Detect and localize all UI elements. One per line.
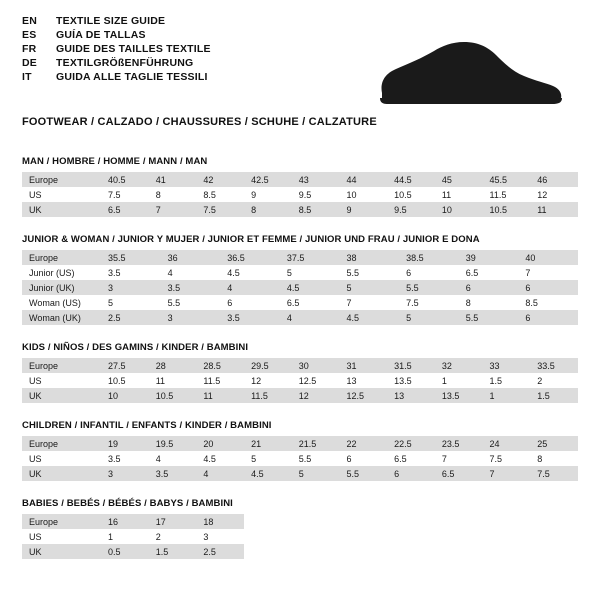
size-cell: 7 <box>435 451 483 466</box>
size-cell-empty <box>292 529 340 544</box>
size-cell: 4 <box>196 466 244 481</box>
size-cell: 4.5 <box>220 265 280 280</box>
size-cell: 5.5 <box>459 310 519 325</box>
size-table-body <box>22 172 578 217</box>
size-cell: 31 <box>339 358 387 373</box>
size-cell: 17 <box>149 514 197 529</box>
row-label: Europe <box>22 514 101 529</box>
language-title: TEXTILE SIZE GUIDE <box>56 15 166 27</box>
size-cell: 24 <box>483 436 531 451</box>
size-cell: 3.5 <box>101 451 149 466</box>
size-cell: 10.5 <box>483 202 531 217</box>
size-cell: 10 <box>435 202 483 217</box>
language-row <box>22 58 211 72</box>
size-cell: 10 <box>101 388 149 403</box>
size-cell: 8.5 <box>292 202 340 217</box>
size-cell-empty <box>244 544 292 559</box>
size-cell: 16 <box>101 514 149 529</box>
size-cell: 6 <box>399 265 459 280</box>
size-cell: 4 <box>149 451 197 466</box>
size-cell: 9.5 <box>292 187 340 202</box>
group-kids <box>22 342 578 403</box>
size-cell: 1 <box>435 373 483 388</box>
language-title: GUIDE DES TAILLES TEXTILE <box>56 43 211 55</box>
size-cell: 11 <box>149 373 197 388</box>
size-cell: 2.5 <box>196 544 244 559</box>
size-cell: 6 <box>387 466 435 481</box>
size-cell: 8 <box>149 187 197 202</box>
size-cell: 29.5 <box>244 358 292 373</box>
row-label: Europe <box>22 358 101 373</box>
size-cell: 12 <box>292 388 340 403</box>
size-cell: 10.5 <box>101 373 149 388</box>
size-cell: 7 <box>483 466 531 481</box>
size-cell: 11.5 <box>196 373 244 388</box>
size-cell: 3 <box>101 466 149 481</box>
size-cell: 5.5 <box>292 451 340 466</box>
size-cell: 8 <box>244 202 292 217</box>
row-label: US <box>22 529 101 544</box>
size-cell-empty <box>244 514 292 529</box>
size-cell: 11 <box>530 202 578 217</box>
size-cell: 13 <box>387 388 435 403</box>
dress-shoe-icon <box>368 38 568 108</box>
language-row <box>22 16 211 30</box>
size-cell: 37.5 <box>280 250 340 265</box>
language-row <box>22 72 211 86</box>
table-row <box>22 436 578 451</box>
size-cell-empty <box>483 529 531 544</box>
size-cell: 5 <box>280 265 340 280</box>
size-cell: 3.5 <box>161 280 221 295</box>
size-cell-empty <box>435 529 483 544</box>
size-cell: 36 <box>161 250 221 265</box>
size-cell: 9 <box>244 187 292 202</box>
language-row <box>22 44 211 58</box>
size-cell: 6 <box>220 295 280 310</box>
size-cell: 7 <box>518 265 578 280</box>
size-cell: 5.5 <box>340 265 400 280</box>
size-cell: 8 <box>530 451 578 466</box>
size-table-body <box>22 514 578 559</box>
size-cell: 9.5 <box>387 202 435 217</box>
size-cell: 30 <box>292 358 340 373</box>
size-cell: 12.5 <box>339 388 387 403</box>
row-label: Woman (US) <box>22 295 101 310</box>
size-cell: 18 <box>196 514 244 529</box>
group-title: CHILDREN / INFANTIL / ENFANTS / KINDER / BAMBINI <box>22 420 272 431</box>
size-cell: 6.5 <box>387 451 435 466</box>
size-cell: 6 <box>518 280 578 295</box>
size-cell: 7.5 <box>196 202 244 217</box>
language-row <box>22 30 211 44</box>
group-title: BABIES / BEBÉS / BÉBÉS / BABYS / BAMBINI <box>22 498 233 509</box>
row-label: UK <box>22 202 101 217</box>
size-cell: 0.5 <box>101 544 149 559</box>
size-cell-empty <box>530 514 578 529</box>
row-label: UK <box>22 544 101 559</box>
size-cell: 32 <box>435 358 483 373</box>
size-cell: 4 <box>280 310 340 325</box>
size-cell: 45.5 <box>483 172 531 187</box>
language-code: FR <box>22 43 37 55</box>
size-cell: 28 <box>149 358 197 373</box>
table-row <box>22 172 578 187</box>
size-cell: 3 <box>101 280 161 295</box>
size-cell: 3 <box>161 310 221 325</box>
size-cell-empty <box>435 514 483 529</box>
size-cell-empty <box>339 544 387 559</box>
size-cell: 8.5 <box>196 187 244 202</box>
size-cell: 38 <box>340 250 400 265</box>
size-cell: 10.5 <box>387 187 435 202</box>
size-cell: 6 <box>459 280 519 295</box>
document-header <box>22 16 578 102</box>
size-cell: 43 <box>292 172 340 187</box>
size-cell: 8 <box>459 295 519 310</box>
row-label: Junior (UK) <box>22 280 101 295</box>
table-row <box>22 250 578 265</box>
language-code: IT <box>22 71 32 83</box>
size-cell: 27.5 <box>101 358 149 373</box>
size-cell: 3.5 <box>220 310 280 325</box>
size-cell: 19.5 <box>149 436 197 451</box>
size-cell-empty <box>530 544 578 559</box>
size-cell: 28.5 <box>196 358 244 373</box>
row-label: US <box>22 187 101 202</box>
size-cell: 5 <box>292 466 340 481</box>
size-cell: 39 <box>459 250 519 265</box>
size-cell: 1.5 <box>483 373 531 388</box>
size-cell-empty <box>435 544 483 559</box>
size-cell: 4.5 <box>196 451 244 466</box>
size-cell: 33 <box>483 358 531 373</box>
size-cell: 2 <box>530 373 578 388</box>
size-cell: 36.5 <box>220 250 280 265</box>
size-cell: 44 <box>339 172 387 187</box>
size-cell-empty <box>530 529 578 544</box>
category-heading: FOOTWEAR / CALZADO / CHAUSSURES / SCHUHE / CALZATURE <box>22 116 377 128</box>
language-title-list-body <box>22 16 211 86</box>
language-code: EN <box>22 15 37 27</box>
size-cell: 4.5 <box>280 280 340 295</box>
size-cell-empty <box>483 514 531 529</box>
size-cell: 45 <box>435 172 483 187</box>
size-table-children <box>22 436 578 481</box>
size-table-body <box>22 436 578 481</box>
language-code: DE <box>22 57 37 69</box>
size-cell: 42 <box>196 172 244 187</box>
table-row <box>22 451 578 466</box>
size-cell: 40 <box>518 250 578 265</box>
size-cell: 1.5 <box>530 388 578 403</box>
size-cell: 3 <box>196 529 244 544</box>
size-cell: 4 <box>220 280 280 295</box>
size-cell: 31.5 <box>387 358 435 373</box>
table-row <box>22 466 578 481</box>
size-cell: 11 <box>435 187 483 202</box>
size-cell: 23.5 <box>435 436 483 451</box>
size-cell: 5.5 <box>161 295 221 310</box>
size-cell: 44.5 <box>387 172 435 187</box>
size-cell-empty <box>292 514 340 529</box>
size-cell: 10.5 <box>149 388 197 403</box>
size-cell: 6.5 <box>101 202 149 217</box>
size-cell: 5 <box>101 295 161 310</box>
size-cell: 13 <box>339 373 387 388</box>
size-cell-empty <box>387 514 435 529</box>
size-cell: 10 <box>339 187 387 202</box>
language-title: GUÍA DE TALLAS <box>56 29 146 41</box>
size-cell: 7 <box>340 295 400 310</box>
size-cell: 1 <box>483 388 531 403</box>
size-cell: 7.5 <box>399 295 459 310</box>
table-row <box>22 514 578 529</box>
size-cell: 3.5 <box>149 466 197 481</box>
size-cell: 2.5 <box>101 310 161 325</box>
size-cell: 8.5 <box>518 295 578 310</box>
size-table-man <box>22 172 578 217</box>
size-cell: 9 <box>339 202 387 217</box>
size-cell: 7.5 <box>101 187 149 202</box>
size-cell: 35.5 <box>101 250 161 265</box>
language-title: GUIDA ALLE TAGLIE TESSILI <box>56 71 208 83</box>
table-row <box>22 529 578 544</box>
row-label: US <box>22 373 101 388</box>
size-cell: 11.5 <box>483 187 531 202</box>
table-row <box>22 280 578 295</box>
size-cell: 11 <box>196 388 244 403</box>
size-cell: 5.5 <box>339 466 387 481</box>
size-cell: 4.5 <box>340 310 400 325</box>
language-title-list <box>22 16 211 86</box>
size-table-babies <box>22 514 578 559</box>
size-cell: 40.5 <box>101 172 149 187</box>
table-row <box>22 187 578 202</box>
group-children <box>22 420 578 481</box>
row-label: UK <box>22 466 101 481</box>
size-cell: 1.5 <box>149 544 197 559</box>
size-cell: 13.5 <box>387 373 435 388</box>
table-row <box>22 310 578 325</box>
size-cell: 46 <box>530 172 578 187</box>
size-cell: 19 <box>101 436 149 451</box>
row-label: Europe <box>22 436 101 451</box>
size-cell: 3.5 <box>101 265 161 280</box>
size-cell: 21.5 <box>292 436 340 451</box>
size-cell-empty <box>387 529 435 544</box>
size-cell: 7.5 <box>530 466 578 481</box>
size-cell: 6.5 <box>435 466 483 481</box>
size-cell: 5 <box>399 310 459 325</box>
table-row <box>22 373 578 388</box>
size-cell-empty <box>339 514 387 529</box>
size-cell: 4 <box>161 265 221 280</box>
table-row <box>22 295 578 310</box>
size-cell: 2 <box>149 529 197 544</box>
group-junior-woman <box>22 234 578 325</box>
size-cell: 7 <box>149 202 197 217</box>
size-table-body <box>22 358 578 403</box>
size-cell: 12 <box>530 187 578 202</box>
row-label: Europe <box>22 172 101 187</box>
row-label: US <box>22 451 101 466</box>
size-cell-empty <box>483 544 531 559</box>
size-cell: 4.5 <box>244 466 292 481</box>
table-row <box>22 358 578 373</box>
table-row <box>22 544 578 559</box>
size-cell: 6 <box>518 310 578 325</box>
size-cell-empty <box>244 529 292 544</box>
size-cell: 1 <box>101 529 149 544</box>
size-cell: 5 <box>244 451 292 466</box>
size-cell: 13.5 <box>435 388 483 403</box>
row-label: Junior (US) <box>22 265 101 280</box>
size-cell: 6.5 <box>459 265 519 280</box>
table-row <box>22 388 578 403</box>
table-row <box>22 265 578 280</box>
group-babies <box>22 498 578 559</box>
size-cell-empty <box>339 529 387 544</box>
size-cell: 20 <box>196 436 244 451</box>
size-cell: 5 <box>340 280 400 295</box>
group-title: MAN / HOMBRE / HOMME / MANN / MAN <box>22 156 208 167</box>
size-cell: 6 <box>339 451 387 466</box>
language-title: TEXTILGRÖßENFÜHRUNG <box>56 57 194 69</box>
size-table-junior-woman <box>22 250 578 325</box>
size-cell-empty <box>387 544 435 559</box>
group-title: KIDS / NIÑOS / DES GAMINS / KINDER / BAMBINI <box>22 342 249 353</box>
size-cell: 22 <box>339 436 387 451</box>
table-row <box>22 202 578 217</box>
size-cell: 42.5 <box>244 172 292 187</box>
size-table-body <box>22 250 578 325</box>
size-cell-empty <box>292 544 340 559</box>
size-cell: 38.5 <box>399 250 459 265</box>
size-cell: 5.5 <box>399 280 459 295</box>
size-cell: 21 <box>244 436 292 451</box>
size-cell: 41 <box>149 172 197 187</box>
size-cell: 12 <box>244 373 292 388</box>
size-cell: 12.5 <box>292 373 340 388</box>
size-cell: 22.5 <box>387 436 435 451</box>
size-cell: 25 <box>530 436 578 451</box>
row-label: Woman (UK) <box>22 310 101 325</box>
row-label: UK <box>22 388 101 403</box>
size-cell: 6.5 <box>280 295 340 310</box>
size-table-kids <box>22 358 578 403</box>
language-code: ES <box>22 29 37 41</box>
size-cell: 33.5 <box>530 358 578 373</box>
size-cell: 11.5 <box>244 388 292 403</box>
size-cell: 7.5 <box>483 451 531 466</box>
row-label: Europe <box>22 250 101 265</box>
group-title: JUNIOR & WOMAN / JUNIOR Y MUJER / JUNIOR ET FEMME / JUNIOR UND FRAU / JUNIOR E DONA <box>22 234 480 245</box>
group-man <box>22 156 578 217</box>
